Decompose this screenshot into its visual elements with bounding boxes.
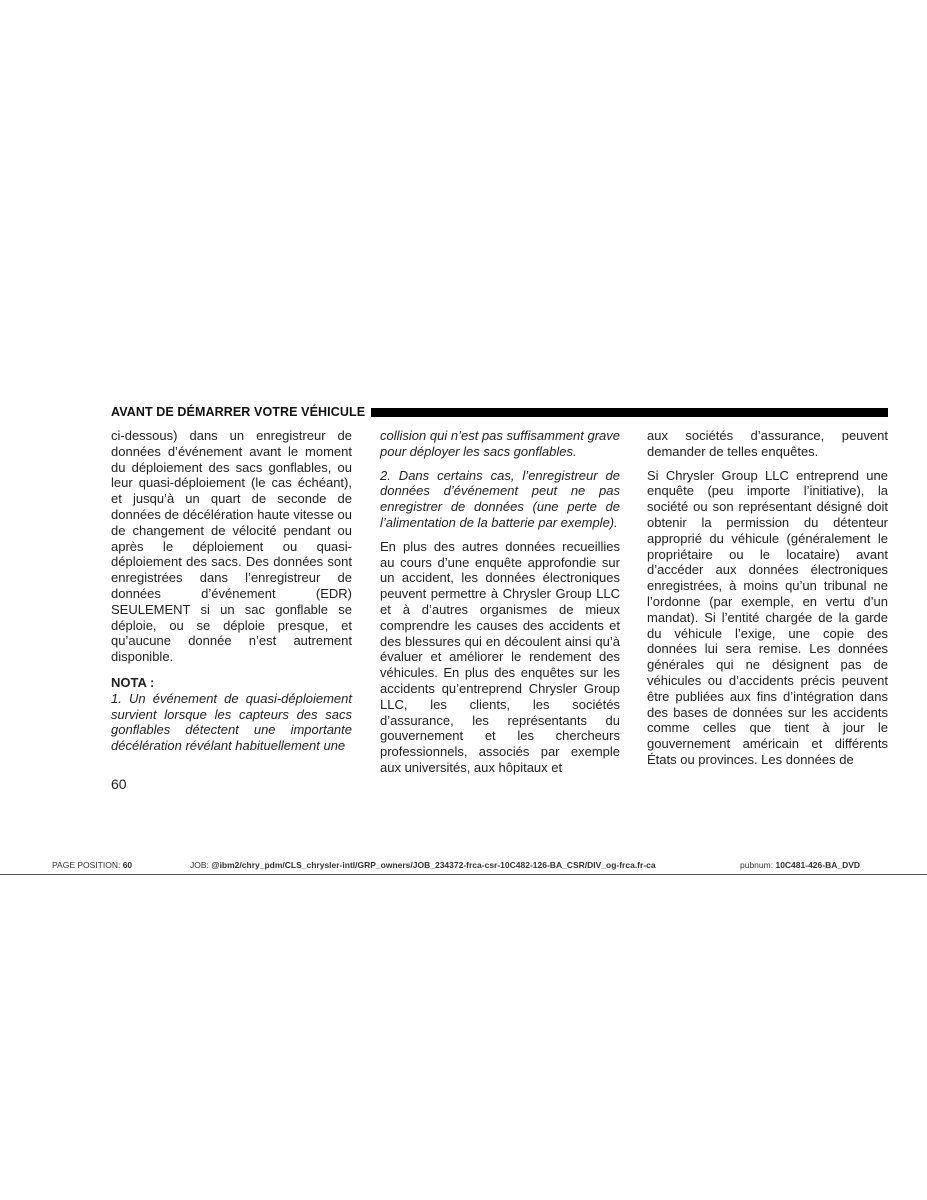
section-header [111, 403, 888, 421]
nota-item-1: 1. Un événement de quasi-déploiement survient lorsque les capteurs des sacs gonflables détectent une importante décélération révélant habituellement une [111, 690, 352, 754]
paragraph: En plus des autres données recueillies au cours d’une enquête approfondie sur un accident, les données électroniques peuvent permettre à Chrysler Group LLC et à d’autres organismes de mieux comprendre les causes des accidents et des blessures qui en découlent ainsi qu’à évaluer et améliorer le rendement des véhicules. En plus des enquêtes sur les accidents qu’entreprend Chrysler Group LLC, les clients, les sociétés d’assurance, les représentants du gouvernement et les chercheurs professionnels, associés par exemple aux universités, aux hôpitaux et [380, 538, 620, 775]
footer-page-position [52, 860, 132, 870]
footer-pubnum [740, 860, 860, 870]
footer-job-label: JOB: [190, 860, 209, 870]
footer-position-label: PAGE POSITION: [52, 860, 121, 870]
section-title: AVANT DE DÉMARRER VOTRE VÉHICULE [111, 405, 366, 419]
footer-pubnum-label: pubnum: [740, 860, 774, 870]
nota-item-2: 2. Dans certains cas, l’enregistreur de données d’événement peut ne pas enregistrer de données (une perte de l’alimentation de la batterie par exemple). [380, 467, 620, 530]
paragraph-continued: aux sociétés d’assurance, peuvent demander de telles enquêtes. [647, 428, 888, 459]
text-column-3 [647, 428, 888, 776]
nota-label: NOTA : [111, 674, 155, 690]
footer-position-value: 60 [122, 860, 133, 870]
text-column-1 [111, 428, 352, 762]
footer-job-value: @ibm2/chry_pdm/CLS_chrysler-intl/GRP_owners/JOB_234372-frca-csr-10C482-126-BA_CSR/DIV_og-frca.fr-ca [211, 860, 656, 870]
footer-divider [0, 874, 927, 875]
text-column-2 [380, 428, 620, 784]
header-rule [371, 408, 888, 417]
page-number: 60 [111, 776, 127, 792]
paragraph: Si Chrysler Group LLC entreprend une enquête (peu importe l’initiative), la société ou son représentant désigné doit obtenir la permission du détenteur approprié du véhicule (généralement le propriétaire ou le locataire) avant d’accéder aux données électroniques enregistrées, à moins qu’un tribunal ne l’ordonne (par exemple, en vertu d’un mandat). Si l’entité chargée de la garde du véhicule l’exige, une copie des données lui sera remise. Les données générales qui ne désignent pas de véhicules ou d’accidents précis peuvent être publiées aux fins d’intégration dans des bases de données sur les accidents comme celles que tient à jour le gouvernement américain et différents États ou provinces. Les données de [647, 467, 888, 767]
print-footer [0, 860, 927, 878]
footer-pubnum-value: 10C481-426-BA_DVD [775, 860, 861, 870]
paragraph: ci-dessous) dans un enregistreur de données d’événement avant le moment du déploiement des sacs gonflables, ou leur quasi-déploiement (le cas échéant), et jusqu’à un quart de seconde de données de décélération haute vitesse ou de changement de vélocité pendant ou après le déploiement ou quasi-déploiement des sacs. Des données sont enregistrées dans l’enregistreur de données d’événement (EDR) SEULEMENT si un sac gonflable se déploie, ou se déploie presque, et qu’aucune donnée n’est autrement disponible. [111, 428, 352, 665]
footer-job [190, 860, 656, 870]
nota-item-1-continued: collision qui n’est pas suffisamment grave pour déployer les sacs gonflables. [380, 428, 620, 459]
